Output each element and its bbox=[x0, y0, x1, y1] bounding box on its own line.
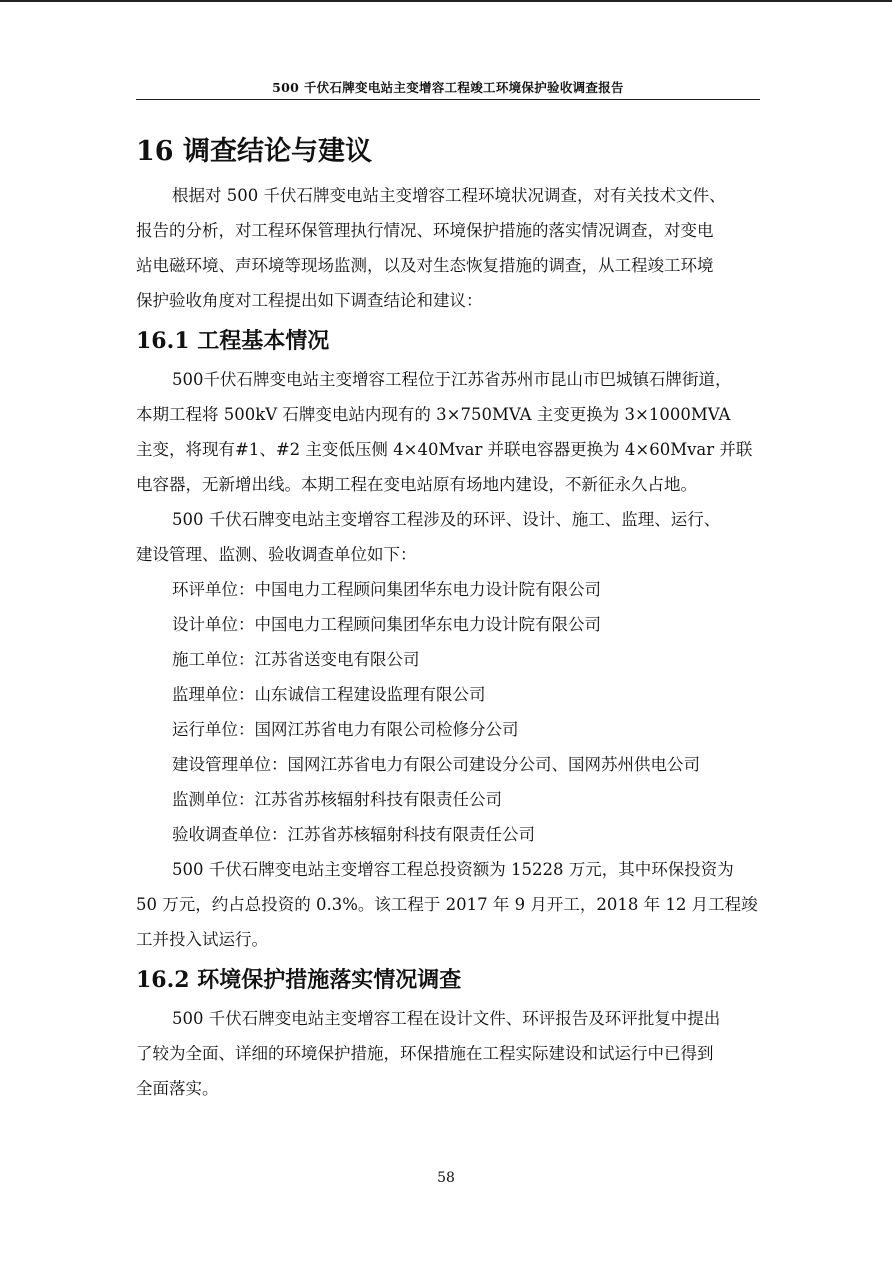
measures-line: 全面落实。 bbox=[136, 1079, 219, 1098]
investment-line: 500 千伏石牌变电站主变增容工程总投资额为 15228 万元，其中环保投资为 bbox=[172, 860, 734, 879]
section-16-intro bbox=[136, 178, 760, 318]
units-intro-line: 建设管理、监测、验收调查单位如下： bbox=[136, 545, 417, 564]
measures-line: 500 千伏石牌变电站主变增容工程在设计文件、环评报告及环评批复中提出 bbox=[172, 1009, 721, 1028]
section-16-2-title: 16.2 环境保护措施落实情况调查 bbox=[136, 967, 462, 993]
overview-line: 主变，将现有#1、#2 主变低压侧 4×40Mvar 并联电容器更换为 4×60Mvar 并联 bbox=[136, 440, 753, 459]
top-border-rule bbox=[0, 0, 892, 2]
header-rule bbox=[136, 99, 760, 100]
page-number: 58 bbox=[437, 1170, 455, 1186]
participating-units-list bbox=[136, 572, 760, 852]
unit-construction: 施工单位：江苏省送变电有限公司 bbox=[172, 650, 420, 669]
intro-line: 根据对 500 千伏石牌变电站主变增容工程环境状况调查，对有关技术文件、 bbox=[172, 186, 726, 205]
unit-supervision: 监理单位：山东诚信工程建设监理有限公司 bbox=[172, 685, 486, 704]
section-16-title: 16 调查结论与建议 bbox=[136, 136, 372, 167]
unit-eia: 环评单位：中国电力工程顾问集团华东电力设计院有限公司 bbox=[172, 580, 601, 599]
unit-monitoring: 监测单位：江苏省苏核辐射科技有限责任公司 bbox=[172, 790, 502, 809]
unit-operation: 运行单位：国网江苏省电力有限公司检修分公司 bbox=[172, 720, 519, 739]
intro-line: 保护验收角度对工程提出如下调查结论和建议： bbox=[136, 291, 483, 310]
unit-construction-management: 建设管理单位：国网江苏省电力有限公司建设分公司、国网苏州供电公司 bbox=[172, 755, 700, 774]
running-header: 500 千伏石牌变电站主变增容工程竣工环境保护验收调查报告 bbox=[272, 80, 624, 95]
unit-design: 设计单位：中国电力工程顾问集团华东电力设计院有限公司 bbox=[172, 615, 601, 634]
unit-acceptance-survey: 验收调查单位：江苏省苏核辐射科技有限责任公司 bbox=[172, 825, 535, 844]
investment-line: 50 万元，约占总投资的 0.3%。该工程于 2017 年 9 月开工，2018 年 12 月工程竣 bbox=[136, 895, 758, 914]
investment-paragraph bbox=[136, 852, 760, 957]
participating-units-intro bbox=[136, 502, 760, 572]
intro-line: 报告的分析，对工程环保管理执行情况、环境保护措施的落实情况调查，对变电 bbox=[136, 221, 714, 240]
overview-line: 电容器，无新增出线。本期工程在变电站原有场地内建设，不新征永久占地。 bbox=[136, 475, 697, 494]
overview-line: 本期工程将 500kV 石牌变电站内现有的 3×750MVA 主变更换为 3×1000MVA bbox=[136, 405, 731, 424]
section-16-1-title: 16.1 工程基本情况 bbox=[136, 328, 330, 354]
investment-line: 工并投入试运行。 bbox=[136, 930, 268, 949]
page-content bbox=[136, 128, 760, 1106]
units-intro-line: 500 千伏石牌变电站主变增容工程涉及的环评、设计、施工、监理、运行、 bbox=[172, 510, 721, 529]
measures-line: 了较为全面、详细的环境保护措施，环保措施在工程实际建设和试运行中已得到 bbox=[136, 1044, 714, 1063]
overview-line: 500千伏石牌变电站主变增容工程位于江苏省苏州市昆山市巴城镇石牌街道， bbox=[172, 370, 732, 389]
measures-paragraph bbox=[136, 1001, 760, 1106]
intro-line: 站电磁环境、声环境等现场监测，以及对生态恢复措施的调查，从工程竣工环境 bbox=[136, 256, 714, 275]
project-overview-paragraph bbox=[136, 362, 760, 502]
